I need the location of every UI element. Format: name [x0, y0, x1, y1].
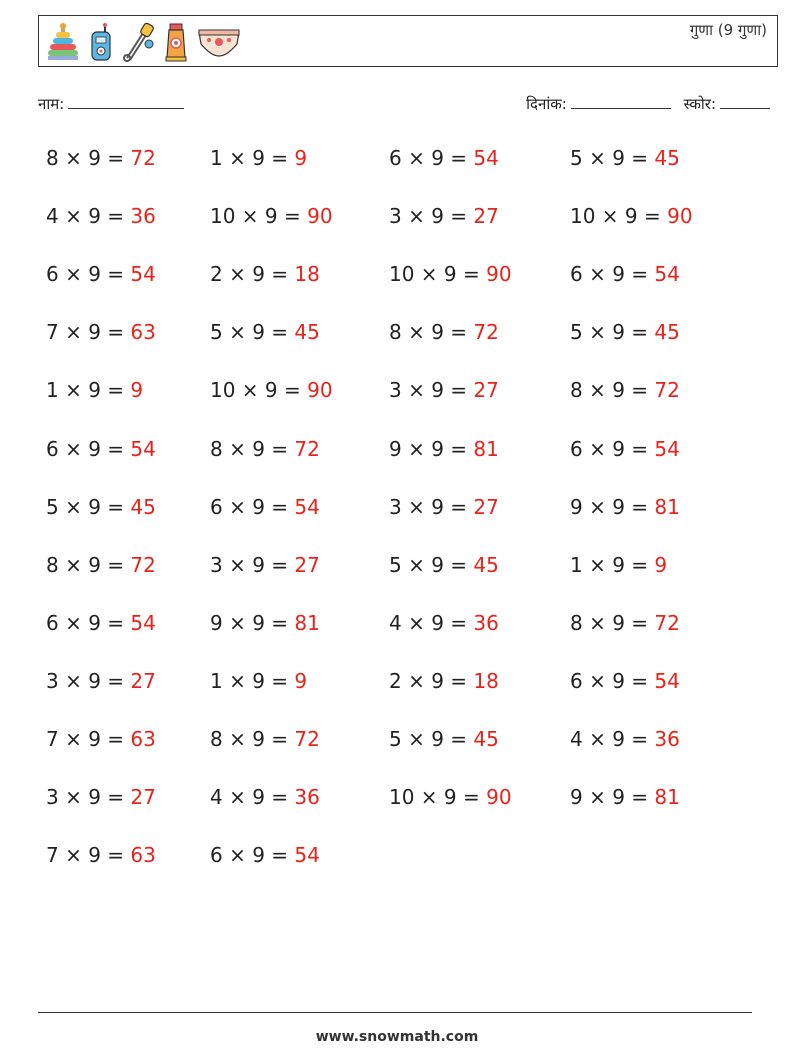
problem-question: 5 × 9 = — [389, 727, 474, 751]
problem-item — [389, 495, 499, 519]
problem-question: 10 × 9 = — [570, 204, 668, 229]
problem-answer: 90 — [667, 204, 693, 229]
problem-item — [570, 437, 680, 461]
problem-answer: 81 — [294, 610, 320, 635]
problem-answer: 72 — [654, 610, 680, 635]
problem-answer: 27 — [473, 204, 499, 229]
problem-answer: 81 — [654, 785, 680, 810]
problem-item — [570, 262, 680, 286]
problem-question: 4 × 9 = — [389, 610, 474, 635]
footer-website: www.snowmath.com — [315, 1029, 479, 1045]
problem-item — [46, 378, 143, 402]
problem-answer: 72 — [294, 727, 320, 751]
problem-item — [210, 727, 320, 751]
problem-answer: 63 — [130, 320, 156, 345]
problem-item — [210, 262, 320, 286]
score-blank[interactable] — [720, 94, 770, 109]
problem-item — [570, 785, 680, 809]
problem-item — [46, 437, 156, 461]
problem-question: 3 × 9 = — [389, 204, 474, 229]
problem-item — [389, 553, 499, 577]
name-label: नाम: — [38, 95, 65, 113]
header-icons — [45, 20, 241, 64]
problem-question: 1 × 9 = — [210, 668, 295, 693]
problem-question: 2 × 9 = — [389, 668, 474, 693]
problem-question: 6 × 9 = — [570, 436, 655, 461]
problem-item — [46, 727, 156, 751]
problem-answer: 72 — [130, 146, 156, 170]
problem-question: 6 × 9 = — [210, 843, 295, 868]
problem-answer: 36 — [130, 204, 156, 229]
problem-question: 7 × 9 = — [46, 843, 131, 868]
problem-question: 10 × 9 = — [210, 378, 308, 403]
problem-item — [210, 320, 320, 344]
problem-item — [570, 553, 667, 577]
problem-item — [570, 378, 680, 402]
safety-pin-icon — [121, 22, 155, 62]
problem-answer: 90 — [307, 204, 333, 229]
problem-item — [210, 553, 320, 577]
problem-answer: 45 — [130, 494, 156, 519]
problem-question: 6 × 9 = — [389, 146, 474, 170]
problem-answer: 54 — [473, 146, 499, 170]
problem-question: 10 × 9 = — [210, 204, 308, 229]
problem-answer: 54 — [130, 436, 156, 461]
worksheet-header — [38, 15, 778, 67]
problem-question: 8 × 9 = — [46, 146, 131, 170]
date-score-fields — [526, 94, 770, 114]
problem-answer: 45 — [473, 552, 499, 577]
footer-divider — [38, 1012, 752, 1013]
problem-answer: 54 — [654, 668, 680, 693]
problem-question: 8 × 9 = — [570, 610, 655, 635]
problem-answer: 9 — [294, 146, 308, 170]
problem-item — [389, 146, 499, 170]
problem-item — [46, 611, 156, 635]
problem-answer: 54 — [294, 843, 320, 868]
problem-answer: 18 — [294, 262, 320, 287]
problem-question: 5 × 9 = — [210, 320, 295, 345]
problem-answer: 36 — [473, 610, 499, 635]
problem-answer: 45 — [294, 320, 320, 345]
problem-answer: 9 — [130, 378, 144, 403]
problem-item — [389, 785, 512, 809]
problem-item — [389, 611, 499, 635]
problem-item — [389, 437, 499, 461]
problem-item — [46, 320, 156, 344]
problem-answer: 63 — [130, 843, 156, 868]
problem-item — [46, 262, 156, 286]
problem-item — [389, 320, 499, 344]
name-field[interactable] — [38, 94, 184, 114]
problem-item — [46, 843, 156, 867]
problem-item — [570, 669, 680, 693]
problem-question: 9 × 9 = — [570, 785, 655, 810]
problem-question: 4 × 9 = — [570, 727, 655, 751]
problem-question: 3 × 9 = — [389, 494, 474, 519]
problem-question: 6 × 9 = — [46, 610, 131, 635]
problem-question: 2 × 9 = — [210, 262, 295, 287]
problem-item — [570, 204, 693, 228]
problem-question: 8 × 9 = — [389, 320, 474, 345]
problem-question: 8 × 9 = — [210, 436, 295, 461]
problem-question: 9 × 9 = — [210, 610, 295, 635]
problem-item — [570, 611, 680, 635]
problem-item — [46, 495, 156, 519]
problem-question: 7 × 9 = — [46, 320, 131, 345]
problem-question: 6 × 9 = — [46, 262, 131, 287]
name-blank[interactable] — [68, 94, 184, 109]
problem-answer: 90 — [486, 785, 512, 810]
problem-item — [389, 727, 499, 751]
problem-item — [210, 437, 320, 461]
problem-question: 6 × 9 = — [210, 494, 295, 519]
problem-answer: 90 — [307, 378, 333, 403]
problem-answer: 18 — [473, 668, 499, 693]
problem-item — [210, 611, 320, 635]
problem-item — [389, 262, 512, 286]
problem-question: 5 × 9 = — [46, 494, 131, 519]
problem-answer: 27 — [294, 552, 320, 577]
problem-answer: 54 — [654, 436, 680, 461]
problem-question: 8 × 9 = — [210, 727, 295, 751]
problem-answer: 45 — [654, 146, 680, 170]
problem-item — [210, 378, 333, 402]
problem-answer: 81 — [473, 436, 499, 461]
problem-question: 6 × 9 = — [46, 436, 131, 461]
problem-answer: 81 — [654, 494, 680, 519]
problem-item — [570, 727, 680, 751]
problem-question: 8 × 9 = — [46, 552, 131, 577]
problem-answer: 45 — [473, 727, 499, 751]
problem-question: 4 × 9 = — [210, 785, 295, 810]
problem-answer: 54 — [130, 610, 156, 635]
problem-answer: 9 — [294, 668, 308, 693]
problem-answer: 9 — [654, 552, 668, 577]
problem-item — [210, 146, 307, 170]
problem-answer: 45 — [654, 320, 680, 345]
problem-question: 9 × 9 = — [570, 494, 655, 519]
problem-answer: 63 — [130, 727, 156, 751]
problem-item — [210, 843, 320, 867]
problem-answer: 54 — [654, 262, 680, 287]
problem-item — [46, 553, 156, 577]
problem-question: 8 × 9 = — [570, 378, 655, 403]
score-label: स्कोर: — [683, 95, 716, 113]
problem-question: 3 × 9 = — [46, 785, 131, 810]
problem-answer: 27 — [473, 494, 499, 519]
problem-question: 5 × 9 = — [570, 320, 655, 345]
problem-item — [570, 495, 680, 519]
date-blank[interactable] — [571, 94, 671, 109]
problem-item — [46, 785, 156, 809]
problem-question: 7 × 9 = — [46, 727, 131, 751]
problem-question: 5 × 9 = — [570, 146, 655, 170]
problem-question: 6 × 9 = — [570, 668, 655, 693]
problem-answer: 90 — [486, 262, 512, 287]
problem-item — [389, 204, 499, 228]
problem-question: 4 × 9 = — [46, 204, 131, 229]
problem-question: 9 × 9 = — [389, 436, 474, 461]
problem-question: 1 × 9 = — [210, 146, 295, 170]
problem-item — [46, 146, 156, 170]
diaper-icon — [197, 22, 241, 62]
date-label: दिनांक: — [526, 95, 567, 113]
problem-answer: 27 — [130, 785, 156, 810]
problem-answer: 36 — [654, 727, 680, 751]
problem-answer: 27 — [130, 668, 156, 693]
problem-answer: 27 — [473, 378, 499, 403]
problem-answer: 72 — [654, 378, 680, 403]
problem-item — [210, 204, 333, 228]
problem-question: 1 × 9 = — [570, 552, 655, 577]
problem-answer: 54 — [294, 494, 320, 519]
problem-answer: 54 — [130, 262, 156, 287]
problem-question: 10 × 9 = — [389, 262, 487, 287]
problem-item — [210, 669, 307, 693]
problem-item — [389, 378, 499, 402]
problem-item — [570, 320, 680, 344]
problem-question: 3 × 9 = — [210, 552, 295, 577]
problem-answer: 36 — [294, 785, 320, 810]
problem-answer: 72 — [294, 436, 320, 461]
problem-item — [210, 785, 320, 809]
baby-monitor-icon — [89, 22, 113, 62]
problem-question: 5 × 9 = — [389, 552, 474, 577]
problem-question: 3 × 9 = — [389, 378, 474, 403]
cream-tube-icon — [163, 22, 189, 62]
worksheet-title: गुणा (9 गुणा) — [689, 21, 767, 39]
problem-item — [46, 669, 156, 693]
problem-question: 3 × 9 = — [46, 668, 131, 693]
problem-item — [46, 204, 156, 228]
problem-question: 1 × 9 = — [46, 378, 131, 403]
problem-answer: 72 — [130, 552, 156, 577]
problem-item — [389, 669, 499, 693]
problem-question: 6 × 9 = — [570, 262, 655, 287]
stacking-rings-toy-icon — [45, 22, 81, 62]
problem-item — [570, 146, 680, 170]
problem-answer: 72 — [473, 320, 499, 345]
problem-item — [210, 495, 320, 519]
problem-question: 10 × 9 = — [389, 785, 487, 810]
